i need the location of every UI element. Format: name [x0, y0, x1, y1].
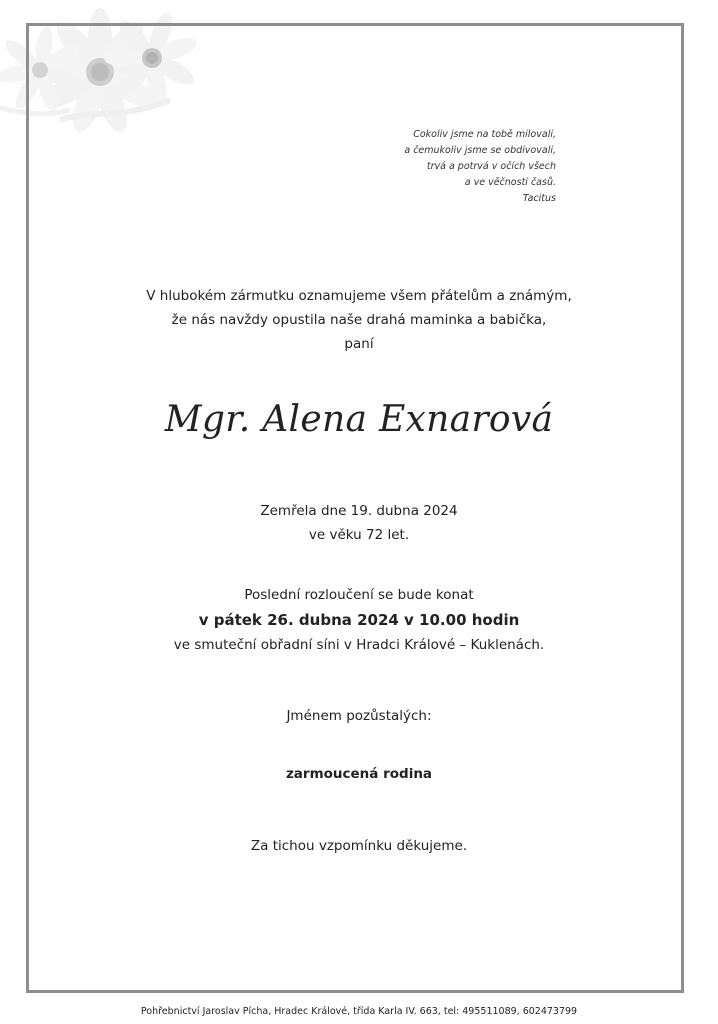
- announcement-text: [0, 284, 718, 356]
- death-age: ve věku 72 let.: [308, 527, 410, 543]
- family-signature: zarmoucená rodina: [285, 766, 433, 782]
- motto-line: trvá a potrvá v očích všech: [426, 161, 556, 172]
- thanks-text: Za tichou vzpomínku děkujeme.: [250, 838, 468, 854]
- farewell-datetime: v pátek 26. dubna 2024 v 10.00 hodin: [198, 611, 520, 629]
- death-date: Zemřela dne 19. dubna 2024: [260, 503, 458, 519]
- motto-author: Tacitus: [522, 193, 556, 204]
- motto-quote: [404, 127, 556, 207]
- motto-line: Cokoliv jsme na tobě milovali,: [413, 129, 556, 140]
- funeral-home-footer: Pohřebnictví Jaroslav Pícha, Hradec Králové, třída Karla IV. 663, tel: 495511089, 602473799: [140, 1006, 578, 1017]
- death-info: [0, 499, 718, 547]
- deceased-name: Mgr. Alena Exnarová: [164, 399, 554, 440]
- behalf-label: Jménem pozůstalých:: [286, 708, 432, 724]
- announcement-line: V hlubokém zármutku oznamujeme všem přátelům a známým,: [146, 288, 572, 304]
- farewell-intro: Poslední rozloučení se bude konat: [244, 587, 474, 603]
- announcement-line: paní: [344, 336, 374, 352]
- motto-line: a ve věčnosti časů.: [464, 177, 556, 188]
- motto-line: a čemukoliv jsme se obdivovali,: [404, 145, 556, 156]
- announcement-line: že nás navždy opustila naše drahá maminka a babička,: [171, 312, 547, 328]
- farewell-place: ve smuteční obřadní síni v Hradci Králové – Kuklenách.: [173, 637, 545, 653]
- farewell-info: [0, 583, 718, 657]
